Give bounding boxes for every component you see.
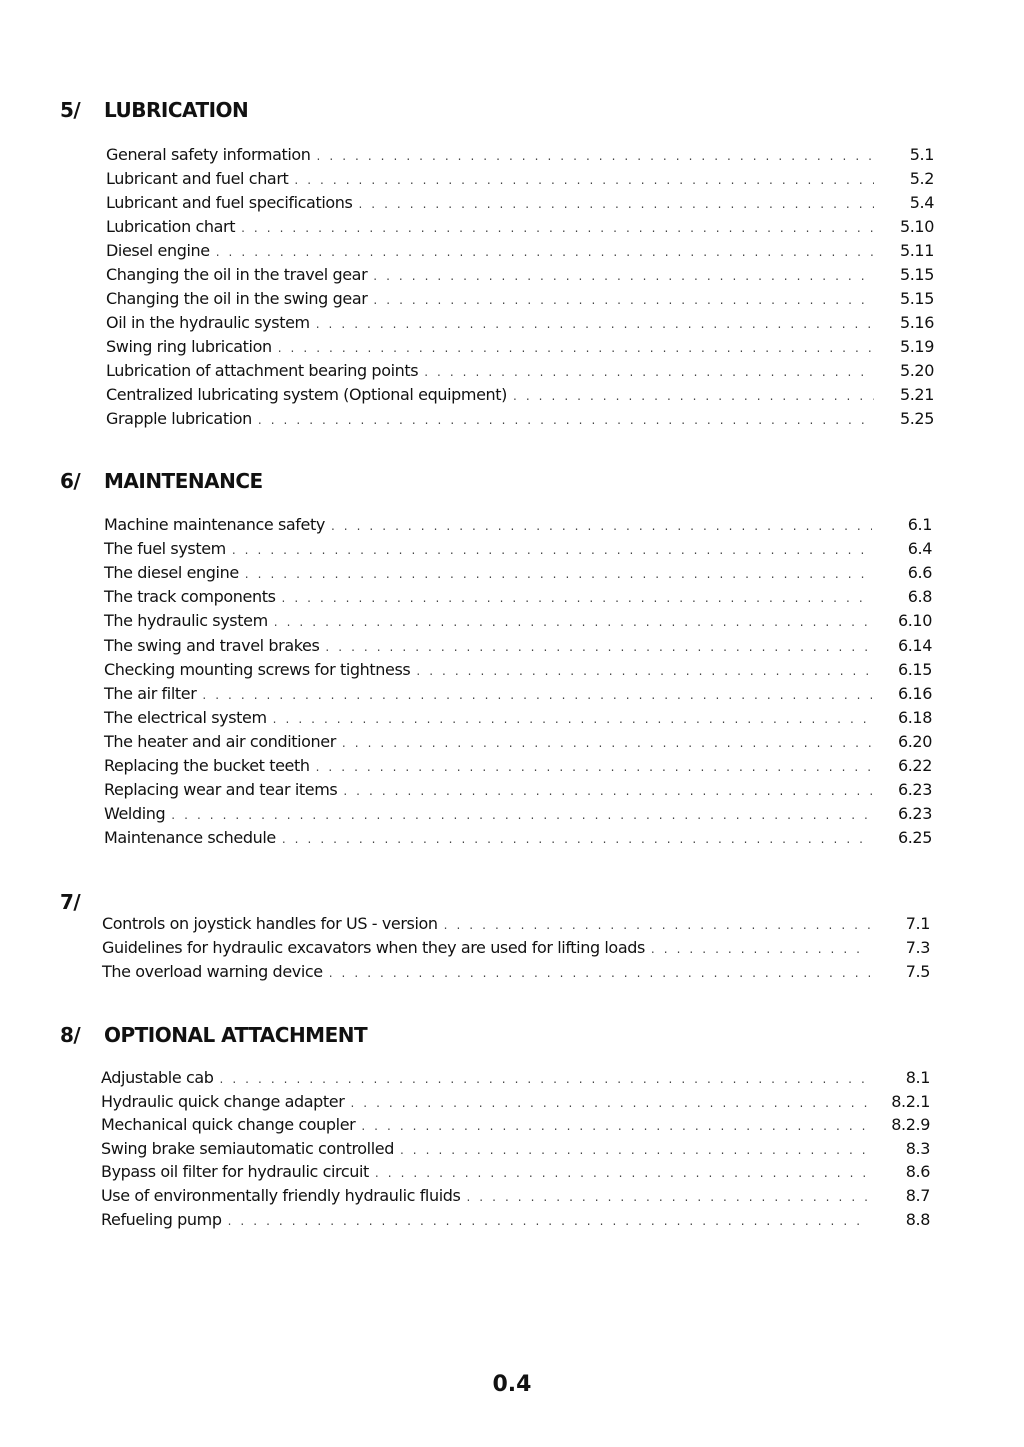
section-number: 5/ [60,98,81,122]
dot-leader [331,514,872,538]
dot-leader [220,1067,870,1091]
section-number: 7/ [60,890,81,914]
dot-leader [350,1091,870,1115]
toc-entry-page: 5.20 [899,361,934,380]
toc-entry [104,634,932,658]
dot-leader [424,360,874,384]
toc-entry-label: Changing the oil in the swing gear [106,289,368,308]
toc-entry-page: 6.18 [897,707,932,727]
toc-entry-label: Bypass oil filter for hydraulic circuit [101,1162,369,1182]
toc-entry-label: Replacing the bucket teeth [104,756,310,775]
section-heading [0,1023,1024,1063]
toc-entry-label: General safety information [106,145,311,164]
toc-entry-page: 5.10 [899,217,934,236]
section-title: LUBRICATION [104,98,249,122]
toc-entry-page: 5.11 [899,241,934,260]
toc-entry-page: 6.1 [907,515,932,534]
toc-entry [102,912,930,936]
dot-leader [373,288,874,312]
toc-entry-label: Lubricant and fuel specifications [106,193,353,212]
toc-entry [104,802,932,826]
toc-entry-label: Swing ring lubrication [106,337,272,356]
dot-leader [316,312,874,336]
toc-entry [104,537,932,561]
toc-entry-label: Use of environmentally friendly hydraulic fluids [101,1186,461,1205]
toc-entry [101,1160,930,1184]
toc-entry-label: The track components [104,587,276,607]
toc-entry [104,585,932,609]
toc-entry-label: Controls on joystick handles for US - version [102,914,438,933]
toc-entry-page: 6.10 [897,611,932,631]
toc-entry-label: Refueling pump [101,1209,222,1229]
toc-entry-page: 8.2.9 [891,1115,930,1135]
dot-leader [466,1185,870,1209]
toc-entry-page: 5.16 [899,313,934,332]
toc-entry-page: 8.8 [905,1209,930,1229]
dot-leader [400,1138,870,1162]
section-optional-attachment [0,1023,1024,1229]
toc-entry [104,513,932,537]
toc-entry-label: Lubrication chart [106,217,236,236]
dot-leader [342,731,872,755]
toc-entry [106,359,934,383]
dot-leader [294,168,874,192]
toc-entry-page: 6.22 [897,756,932,775]
toc-entry-page: 6.23 [897,804,932,824]
toc-entry-page: 6.16 [897,683,932,703]
dot-leader [273,707,872,731]
toc-entry [101,1184,930,1208]
toc-entry-label: Guidelines for hydraulic excavators when they are used for lifting loads [102,938,645,957]
toc-entry-label: Changing the oil in the travel gear [106,265,368,284]
toc-entry-label: Mechanical quick change coupler [101,1115,356,1135]
toc-entry-label: The heater and air conditioner [104,731,336,751]
dot-leader [274,610,872,634]
toc-entry [104,778,932,802]
toc-entry-page: 5.25 [899,409,934,428]
toc-entry-label: The diesel engine [104,563,239,583]
toc-entry [104,826,932,850]
dot-leader [329,961,870,985]
toc-entry-page: 5.15 [899,265,934,284]
dot-leader [513,384,874,408]
toc-entry-page: 8.1 [905,1068,930,1087]
dot-leader [343,779,872,803]
toc-entry [101,1066,930,1090]
dot-leader [358,192,874,216]
section-title: MAINTENANCE [104,469,263,493]
section-title: OPTIONAL ATTACHMENT [104,1023,368,1047]
section-number: 6/ [60,469,81,493]
dot-leader [325,635,872,659]
dot-leader [651,937,870,961]
toc-entry-label: Checking mounting screws for tightness [104,659,411,679]
toc-entry [106,191,934,215]
toc-entry [101,1113,930,1137]
toc-entry-label: Adjustable cab [101,1068,214,1087]
toc-entry-page: 6.8 [907,587,932,607]
toc-entry [101,1090,930,1114]
dot-leader [282,827,872,851]
toc-entry-label: Grapple lubrication [106,409,252,428]
toc-entry [104,682,932,706]
toc-entry [106,167,934,191]
toc-entry [106,263,934,287]
toc-entry-label: Maintenance schedule [104,828,276,848]
toc-entry-page: 5.4 [909,193,934,212]
toc-entry-label: The swing and travel brakes [104,635,320,655]
dot-leader [416,659,872,683]
toc-entry [104,754,932,778]
toc-entry [104,561,932,585]
toc-entry [106,383,934,407]
toc-entry [102,936,930,960]
toc-entry [106,335,934,359]
toc-entry-page: 5.1 [909,145,934,164]
toc-entry [106,311,934,335]
toc-entry-label: Welding [104,804,166,824]
dot-leader [216,240,874,264]
dot-leader [373,264,874,288]
footer-page-number: 0.4 [492,1372,532,1397]
toc-entry-label: Lubricant and fuel chart [106,169,289,188]
toc-entry-page: 6.23 [897,780,932,800]
toc-entry [104,658,932,682]
toc-entry-label: Hydraulic quick change adapter [101,1091,345,1111]
toc-entry [106,407,934,431]
dot-leader [444,913,870,937]
toc-entry-label: Machine maintenance safety [104,515,325,534]
dot-leader [258,408,874,432]
toc-entry [104,609,932,633]
toc-entry-page: 6.14 [897,635,932,655]
toc-entry-label: Replacing wear and tear items [104,780,338,800]
toc-entry [106,215,934,239]
dot-leader [202,683,872,707]
toc-entry [106,287,934,311]
toc-entry-page: 7.3 [905,938,930,957]
toc-entry-page: 7.1 [905,914,930,933]
dot-leader [316,755,872,779]
toc-entry-label: Diesel engine [106,241,210,260]
toc-entry-page: 5.15 [899,289,934,308]
toc-entry-label: The hydraulic system [104,611,268,631]
section-heading [0,98,1024,138]
toc-entry-label: The fuel system [104,539,226,559]
toc-entry [102,960,930,984]
toc-entry-label: The overload warning device [102,962,323,981]
toc-entry [101,1137,930,1161]
dot-leader [278,336,874,360]
section-lubrication [0,98,1024,428]
dot-leader [361,1114,870,1138]
section-maintenance [0,469,1024,848]
toc-entry-page: 6.25 [897,828,932,848]
section-heading [0,469,1024,509]
dot-leader [171,803,872,827]
dot-leader [282,586,872,610]
toc-entry-label: The electrical system [104,707,267,727]
toc-entry-page: 6.4 [907,539,932,559]
toc-entry-page: 8.3 [905,1138,930,1158]
toc-entry-page: 8.7 [905,1186,930,1205]
toc-entry-page: 6.6 [907,563,932,583]
toc-entry-page: 6.20 [897,731,932,751]
toc-entry-page: 5.21 [899,385,934,404]
dot-leader [375,1161,870,1185]
toc-entry-page: 7.5 [905,962,930,981]
toc-entry [101,1208,930,1232]
toc-entry-label: Lubrication of attachment bearing points [106,361,419,380]
dot-leader [241,216,874,240]
toc-entry-page: 6.15 [897,659,932,679]
toc-entry-label: Swing brake semiautomatic controlled [101,1138,394,1158]
toc-entry-label: Oil in the hydraulic system [106,313,310,332]
dot-leader [232,538,872,562]
dot-leader [317,144,874,168]
toc-entry-label: Centralized lubricating system (Optional equipment) [106,385,507,404]
toc-entry [106,239,934,263]
section-7 [0,890,1024,981]
toc-entry [106,143,934,167]
toc-entry-page: 8.6 [905,1162,930,1182]
dot-leader [245,562,872,586]
toc-entry-page: 5.19 [899,337,934,356]
section-number: 8/ [60,1023,81,1047]
dot-leader [228,1209,870,1233]
toc-entry-page: 8.2.1 [891,1091,930,1111]
toc-entry [104,730,932,754]
toc-entry [104,706,932,730]
toc-entry-page: 5.2 [909,169,934,188]
toc-entry-label: The air filter [104,683,197,703]
